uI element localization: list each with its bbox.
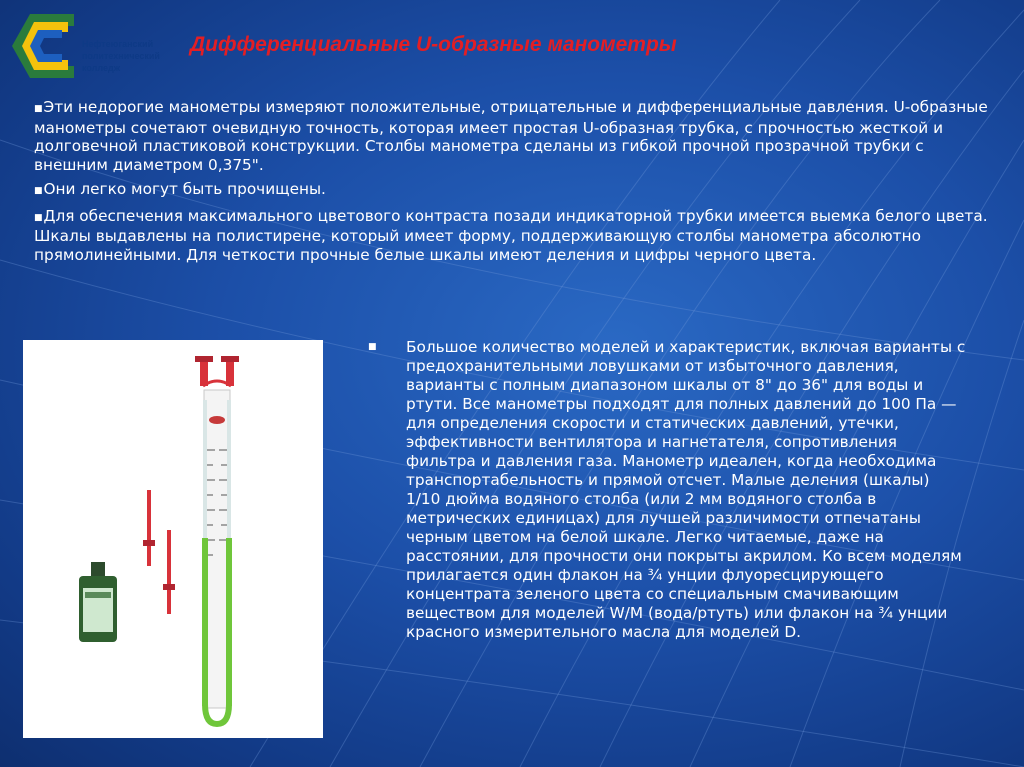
paragraph-text: Они легко могут быть прочищены. xyxy=(43,180,326,198)
college-name xyxy=(82,38,160,74)
paragraph xyxy=(34,98,994,174)
side-paragraph: Большое количество моделей и характеристик, включая варианты с предохранительными ловушками от избыточного давления, варианты с полным диапазоном шкалы от 8" до 36" для воды и ртути. Все манометры подходят для полных давлений до 100 Па — для определения скорости и статических давлений, утечки, эффективности вентилятора и нагнетателя, сопротивления фильтра и давления газа. Манометр идеален, когда необходима транспортабельность и прямой отсчет. Малые деления (шкалы) 1/10 дюйма водяного столба (или 2 мм водяного столба в метрических единицах) для лучшей различимости отпечатаны черным цветом на белой шкале. Легко читаемые, даже на расстоянии, для прочности они покрыты акрилом. Ко всем моделям прилагается один флакон на ¾ унции флуоресцирующего концентрата зеленого цвета со специальным смачивающим веществом для моделей W/M (вода/ртуть) или флакон на ¾ унции красного измерительного масла для моделей D. xyxy=(406,338,966,641)
college-logo xyxy=(10,12,180,82)
main-text xyxy=(34,98,994,270)
bullet-icon: ■ xyxy=(34,212,43,223)
paragraph-text: Эти недорогие манометры измеряют положительные, отрицательные и дифференциальные давления. U-образные манометры сочетают очевидную точность, которая имеет простая U-образная трубка, с прочностью жесткой и долговечной пластиковой конструкции. Столбы манометра сделаны из гибкой прочной прозрачной трубки с внешним диаметром 0,375". xyxy=(34,98,988,174)
college-logo-icon xyxy=(10,12,80,82)
slide-title: Дифференциальные U-образные манометры xyxy=(190,33,677,56)
paragraph xyxy=(34,207,994,265)
college-name-line: Нефтеюганский xyxy=(82,39,154,49)
college-name-line: колледж xyxy=(82,63,121,73)
manometer-photo xyxy=(23,340,323,738)
paragraph xyxy=(34,180,994,201)
side-text xyxy=(368,338,968,642)
bullet-icon: ■ xyxy=(368,342,377,352)
college-name-line: политехнический xyxy=(82,51,160,61)
bullet-icon: ■ xyxy=(34,104,43,114)
u-tube-manometer-photo-icon xyxy=(23,340,323,738)
paragraph-text: Для обеспечения максимального цветового контраста позади индикаторной трубки имеется выемка белого цвета. Шкалы выдавлены на полистирене, который имеет форму, поддерживающую столбы манометра абсолютно прямолинейными. Для четкости прочные белые шкалы имеют деления и цифры черного цвета. xyxy=(34,206,988,264)
bullet-icon: ■ xyxy=(34,186,43,196)
